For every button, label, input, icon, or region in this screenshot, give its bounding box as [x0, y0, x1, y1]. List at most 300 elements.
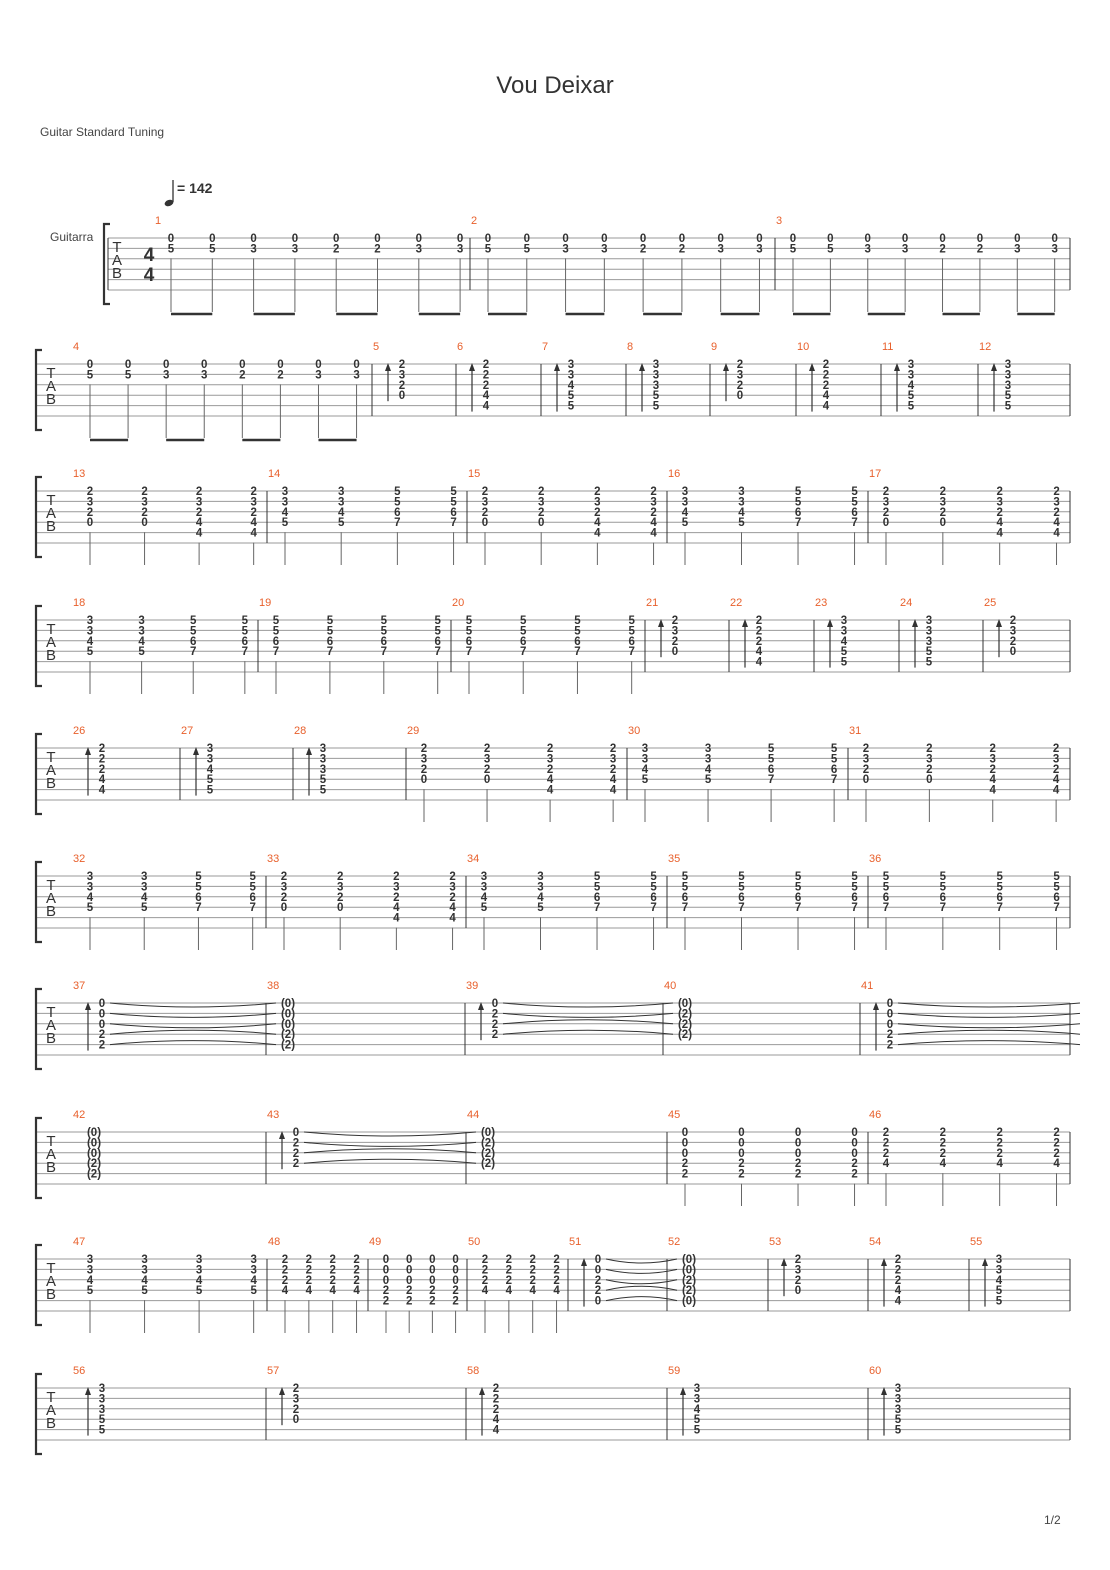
fret-number: 7 [394, 517, 401, 530]
fret-number: 7 [767, 774, 775, 787]
fret-number: 0 [537, 517, 545, 530]
fret-number: 7 [650, 902, 657, 915]
measure-number: 27 [181, 725, 194, 737]
system-bracket [36, 1118, 42, 1198]
fret-number: 0 [886, 1018, 894, 1031]
fret-number: 6 [939, 891, 947, 904]
fret-number: 2 [353, 1254, 360, 1266]
fret-number: 3 [864, 243, 871, 256]
fret-number: 3 [1014, 243, 1021, 256]
fret-number: 4 [995, 1274, 1003, 1287]
fret-number: 4 [206, 763, 214, 776]
fret-number: 5 [693, 1414, 701, 1427]
measure-number: 44 [467, 1109, 480, 1121]
system-bracket [36, 1245, 42, 1325]
fret-number: 0 [864, 233, 871, 245]
fret-number: 3 [319, 743, 327, 755]
fret-number: 0 [405, 1274, 413, 1287]
fret-number: 5 [794, 486, 802, 498]
time-signature-top: 4 [143, 245, 155, 266]
fret-number: 4 [86, 635, 94, 648]
fret-number: 2 [505, 1254, 513, 1266]
fret-number: 3 [641, 753, 649, 766]
fret-number: 2 [382, 1295, 390, 1308]
fret-number: 0 [452, 1264, 459, 1277]
fret-number: 5 [206, 784, 214, 797]
fret-number: 3 [481, 496, 489, 509]
fret-number: 5 [272, 615, 280, 627]
fret-number: 3 [195, 496, 203, 509]
fret-number: 2 [546, 743, 554, 755]
fret-number: 4 [1053, 517, 1060, 530]
fret-number: 5 [851, 871, 858, 883]
fret-number: (0) [280, 1018, 296, 1031]
measure-number: 56 [73, 1365, 86, 1377]
fret-number: 0 [292, 1127, 300, 1139]
tab-clef-letter: A [45, 378, 57, 395]
fret-number: 3 [652, 379, 660, 392]
fret-number: 2 [886, 1039, 894, 1052]
fret-number: 3 [86, 1264, 94, 1277]
fret-number: 3 [141, 1264, 148, 1277]
fret-number: 5 [190, 615, 197, 627]
fret-number: 2 [86, 486, 94, 498]
fret-number: 3 [281, 496, 289, 509]
fret-number: 6 [195, 891, 202, 904]
fret-number: 4 [822, 390, 830, 403]
fret-number: 2 [250, 506, 257, 519]
fret-number: 3 [939, 496, 947, 509]
tab-clef-letter: T [46, 749, 56, 766]
fret-number: 4 [337, 506, 345, 519]
measure-number: 19 [259, 597, 272, 609]
fret-number: 4 [594, 527, 601, 540]
fret-number: 4 [594, 517, 601, 530]
fret-number: 2 [594, 1285, 602, 1298]
measure-number: 52 [668, 1236, 681, 1248]
fret-number: 6 [593, 891, 601, 904]
fret-number: 2 [492, 1383, 500, 1395]
fret-number: 4 [822, 400, 830, 413]
fret-number: 4 [393, 902, 400, 915]
fret-number: (2) [480, 1158, 496, 1171]
fret-number: 4 [989, 774, 996, 787]
page-number: 1/2 [1044, 1513, 1061, 1527]
fret-number: 2 [926, 743, 933, 755]
fret-number: 5 [272, 625, 280, 638]
fret-number: 2 [292, 1137, 300, 1150]
fret-number: 5 [851, 496, 858, 509]
fret-number: 3 [652, 369, 660, 382]
tab-clef-letter: T [46, 1133, 56, 1150]
fret-number: 4 [141, 1274, 148, 1287]
fret-number: 5 [767, 753, 775, 766]
tie-arc [606, 1286, 677, 1290]
fret-number: 0 [429, 1274, 436, 1287]
measure-number: 11 [882, 341, 894, 353]
fret-number: 3 [415, 243, 423, 256]
fret-number: 0 [671, 646, 679, 659]
fret-number: 3 [206, 743, 214, 755]
fret-number: 4 [996, 527, 1003, 540]
tie-arc [503, 1003, 673, 1007]
fret-number: 5 [1053, 881, 1060, 894]
measure-number: 28 [294, 725, 307, 737]
fret-number: 0 [353, 359, 360, 371]
fret-number: 3 [693, 1383, 701, 1395]
tempo-value: = 142 [177, 180, 213, 196]
fret-number: 0 [678, 233, 686, 245]
fret-number: 5 [241, 625, 249, 638]
time-signature-bottom: 4 [143, 265, 155, 286]
fret-number: 6 [190, 635, 197, 648]
fret-number: 2 [332, 243, 340, 256]
tie-arc [110, 1024, 276, 1028]
fret-number: 2 [353, 1274, 360, 1287]
measure-number: 23 [815, 597, 828, 609]
fret-number: 3 [996, 496, 1003, 509]
fret-number: 2 [398, 379, 406, 392]
fret-number: 3 [652, 359, 660, 371]
fret-number: 2 [195, 486, 203, 498]
fret-number: 2 [481, 1254, 489, 1266]
fret-number: 0 [851, 1147, 858, 1160]
fret-number: 5 [995, 1285, 1003, 1298]
tie-arc [606, 1259, 677, 1263]
fret-number: 5 [827, 243, 834, 256]
fret-number: 2 [491, 1029, 499, 1042]
fret-number: 3 [567, 359, 575, 371]
fret-number: 3 [315, 369, 322, 382]
fret-number: 2 [1053, 506, 1060, 519]
fret-number: 4 [989, 784, 996, 797]
fret-number: 2 [738, 1158, 745, 1171]
fret-number: 5 [830, 743, 838, 755]
fret-number: 3 [141, 881, 148, 894]
system-bracket [36, 1374, 42, 1454]
fret-number: 4 [641, 763, 649, 776]
fret-number: 0 [483, 774, 491, 787]
fret-number: 0 [523, 233, 530, 245]
fret-number: 0 [398, 390, 406, 403]
system-bracket [36, 989, 42, 1069]
measure-number: 3 [776, 215, 783, 227]
fret-number: 5 [394, 486, 401, 498]
fret-number: 3 [925, 635, 933, 648]
tab-clef-letter: A [45, 1017, 57, 1034]
fret-number: 7 [450, 517, 457, 530]
fret-number: (0) [677, 998, 693, 1010]
fret-number: 7 [794, 517, 802, 530]
fret-number: 3 [98, 1403, 106, 1416]
fret-number: 2 [481, 1274, 489, 1287]
fret-number: 3 [281, 486, 289, 498]
fret-number: 2 [491, 1008, 499, 1021]
fret-number: 4 [98, 774, 106, 787]
fret-number: 0 [291, 233, 299, 245]
fret-number: 2 [882, 486, 890, 498]
fret-number: 6 [794, 506, 802, 519]
fret-number: 0 [124, 359, 132, 371]
tab-clef-letter: T [46, 1260, 56, 1277]
fret-number: 3 [671, 625, 679, 638]
fret-number: 2 [429, 1295, 436, 1308]
fret-number: 5 [249, 871, 256, 883]
fret-number: 5 [394, 496, 401, 509]
fret-number: 0 [851, 1137, 858, 1150]
fret-number: (2) [280, 1039, 296, 1052]
fret-number: 2 [939, 506, 947, 519]
fret-number: 2 [529, 1254, 536, 1266]
fret-number: 0 [374, 233, 381, 245]
fret-number: 2 [239, 369, 246, 382]
measure-number: 35 [668, 853, 681, 865]
fret-number: 2 [939, 1127, 947, 1139]
fret-number: 5 [767, 743, 775, 755]
fret-number: 0 [86, 517, 94, 530]
fret-number: 2 [305, 1264, 313, 1277]
fret-number: 2 [894, 1264, 902, 1277]
fret-number: 6 [767, 763, 775, 776]
fret-number: 4 [86, 891, 94, 904]
fret-number: 7 [851, 902, 858, 915]
fret-number: 2 [1052, 763, 1060, 776]
fret-number: 4 [98, 784, 106, 797]
fret-number: 2 [98, 753, 106, 766]
fret-number: 3 [86, 871, 94, 883]
measure-number: 2 [471, 215, 478, 227]
fret-number: 5 [465, 625, 473, 638]
fret-number: 6 [574, 635, 581, 648]
tie-arc [110, 1030, 276, 1034]
tie-arc [110, 1013, 276, 1017]
fret-number: 4 [738, 506, 745, 519]
fret-number: 3 [989, 753, 996, 766]
fret-number: 3 [704, 753, 712, 766]
fret-number: 3 [250, 496, 257, 509]
fret-number: 3 [840, 615, 848, 627]
fret-number: 3 [250, 1264, 257, 1277]
fret-number: 2 [553, 1254, 560, 1266]
tie-arc [110, 1041, 276, 1045]
fret-number: 4 [546, 784, 554, 797]
fret-number: 3 [738, 496, 745, 509]
fret-number: 2 [894, 1274, 902, 1287]
fret-number: 5 [704, 774, 712, 787]
measure-number: 16 [668, 468, 681, 480]
fret-number: 0 [429, 1254, 436, 1266]
fret-number: 5 [98, 1424, 106, 1437]
fret-number: 3 [86, 496, 94, 509]
fret-number: 7 [326, 646, 334, 659]
measure-number: 51 [569, 1236, 582, 1248]
fret-number: 2 [1009, 615, 1017, 627]
song-title: Vou Deixar [496, 72, 614, 99]
fret-number: 4 [996, 517, 1003, 530]
tab-clef-letter: A [111, 252, 123, 269]
fret-number: 5 [939, 881, 947, 894]
fret-number: 6 [851, 891, 858, 904]
fret-number: 2 [336, 891, 344, 904]
fret-number: 2 [939, 486, 947, 498]
fret-number: 5 [1053, 871, 1060, 883]
fret-number: 2 [594, 506, 601, 519]
fret-number: (0) [86, 1137, 102, 1150]
tie-arc [898, 1030, 1080, 1034]
fret-number: 2 [594, 1274, 602, 1287]
fret-number: 6 [249, 891, 256, 904]
fret-number: 2 [996, 486, 1003, 498]
fret-number: 3 [201, 369, 208, 382]
fret-number: 5 [789, 243, 797, 256]
fret-number: 4 [492, 1424, 500, 1437]
fret-number: 0 [886, 1008, 894, 1021]
fret-number: 7 [738, 902, 745, 915]
fret-number: 0 [562, 233, 569, 245]
fret-number: 0 [201, 359, 208, 371]
fret-number: 6 [851, 506, 858, 519]
measure-number: 45 [668, 1109, 681, 1121]
tie-arc [304, 1132, 476, 1136]
fret-number: 2 [329, 1274, 336, 1287]
fret-number: 5 [738, 517, 745, 530]
fret-number: 2 [650, 506, 657, 519]
fret-number: 3 [882, 496, 890, 509]
fret-number: 2 [405, 1295, 413, 1308]
measure-number: 34 [467, 853, 480, 865]
fret-number: 2 [292, 1158, 300, 1171]
measure-number: 10 [797, 341, 810, 353]
fret-number: 3 [609, 753, 617, 766]
fret-number: 3 [641, 743, 649, 755]
fret-number: 5 [830, 753, 838, 766]
fret-number: 5 [628, 615, 635, 627]
tie-arc [898, 1041, 1080, 1045]
fret-number: 6 [394, 506, 401, 519]
fret-number: 6 [882, 891, 890, 904]
fret-number: 2 [976, 243, 984, 256]
fret-number: 5 [124, 369, 132, 382]
fret-number: 5 [840, 646, 848, 659]
fret-number: 7 [520, 646, 527, 659]
fret-number: 2 [482, 379, 490, 392]
tab-clef-letter: T [46, 492, 56, 509]
fret-number: 0 [98, 1008, 106, 1021]
measure-number: 15 [468, 468, 481, 480]
fret-number: 3 [1004, 369, 1012, 382]
fret-number: 2 [546, 763, 554, 776]
fret-number: (2) [677, 1018, 693, 1031]
fret-number: 7 [434, 646, 441, 659]
fret-number: 4 [195, 527, 203, 540]
fret-number: 2 [98, 743, 106, 755]
fret-number: 2 [292, 1383, 300, 1395]
fret-number: 5 [465, 615, 473, 627]
measure-number: 42 [73, 1109, 86, 1121]
fret-number: 7 [1053, 902, 1060, 915]
fret-number: 3 [537, 881, 544, 894]
fret-number: 5 [628, 625, 635, 638]
fret-number: 2 [305, 1274, 313, 1287]
fret-number: 2 [989, 763, 996, 776]
fret-number: 6 [738, 891, 745, 904]
fret-number: 5 [434, 625, 441, 638]
fret-number: (0) [681, 1264, 697, 1277]
tab-clef-letter: B [45, 1415, 57, 1432]
measure-number: 18 [73, 597, 86, 609]
fret-number: 2 [594, 486, 601, 498]
fret-number: 4 [907, 379, 915, 392]
fret-number: 2 [529, 1274, 536, 1287]
fret-number: 5 [141, 902, 148, 915]
fret-number: 5 [894, 1424, 902, 1437]
fret-number: (0) [86, 1147, 102, 1160]
fret-number: 2 [671, 615, 679, 627]
tab-clef-letter: A [45, 505, 57, 522]
fret-number: 5 [241, 615, 249, 627]
measure-number: 39 [466, 980, 479, 992]
fret-number: 3 [1004, 359, 1012, 371]
fret-number: 7 [249, 902, 256, 915]
fret-number: 2 [529, 1264, 536, 1277]
fret-number: 5 [681, 517, 689, 530]
fret-number: 0 [1014, 233, 1021, 245]
system-bracket [36, 350, 42, 430]
fret-number: 0 [382, 1264, 390, 1277]
fret-number: 2 [393, 891, 400, 904]
fret-number: 3 [840, 625, 848, 638]
tab-clef-letter: A [45, 890, 57, 907]
fret-number: 2 [281, 1254, 289, 1266]
fret-number: 5 [326, 615, 334, 627]
fret-number: 3 [138, 615, 145, 627]
tab-clef-letter: T [46, 621, 56, 638]
fret-number: 0 [484, 233, 492, 245]
fret-number: 3 [901, 243, 909, 256]
fret-number: 0 [292, 1414, 300, 1427]
measure-number: 37 [73, 980, 86, 992]
fret-number: 3 [894, 1393, 902, 1406]
fret-number: 5 [195, 871, 202, 883]
fret-number: 5 [574, 615, 581, 627]
fret-number: 2 [939, 1147, 947, 1160]
fret-number: 3 [86, 615, 94, 627]
fret-number: 3 [250, 243, 257, 256]
fret-number: 5 [450, 496, 457, 509]
tie-arc [110, 1003, 276, 1007]
fret-number: 3 [756, 243, 763, 256]
fret-number: 4 [281, 1285, 289, 1298]
measure-number: 57 [267, 1365, 280, 1377]
tab-clef-letter: A [45, 762, 57, 779]
fret-number: 0 [862, 774, 870, 787]
fret-number: (2) [681, 1274, 697, 1287]
fret-number: 5 [86, 1285, 94, 1298]
fret-number: 2 [650, 486, 657, 498]
fret-number: (0) [86, 1127, 102, 1139]
measure-number: 54 [869, 1236, 882, 1248]
fret-number: 0 [738, 1127, 745, 1139]
fret-number: 3 [449, 881, 456, 894]
fret-number: 5 [434, 615, 441, 627]
fret-number: 2 [483, 743, 491, 755]
fret-number: 0 [405, 1254, 413, 1266]
fret-number: 3 [195, 1264, 203, 1277]
fret-number: 6 [434, 635, 441, 648]
system-bracket [36, 862, 42, 942]
fret-number: 6 [326, 635, 334, 648]
fret-number: 2 [996, 1137, 1003, 1150]
